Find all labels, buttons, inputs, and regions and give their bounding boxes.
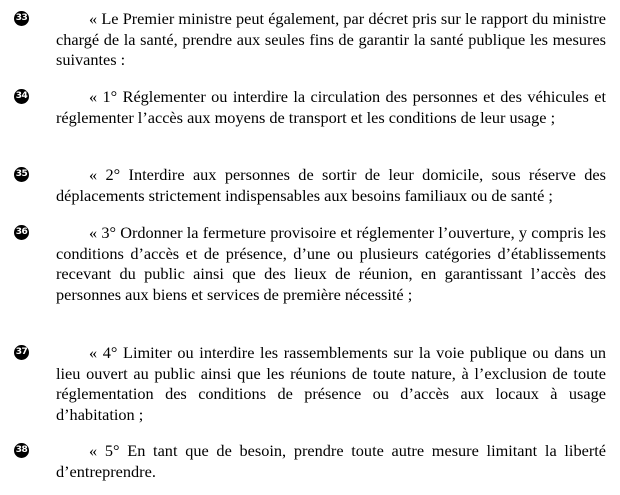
paragraph-number-badge: 36 (14, 225, 29, 240)
paragraph-text: « 3° Ordonner la fermeture provisoire et réglementer l’ouverture, y compris les conditions d’accès et de présence, d’une ou plusieurs catégories d’établissements recevant du public ainsi que des lieux de réunion, en garantissant l’accès des personnes aux biens et services de première nécessité ; (56, 223, 606, 304)
paragraph-number-badge: 38 (14, 443, 29, 458)
paragraph-text: « 1° Réglementer ou interdire la circulation des personnes et des véhicules et réglementer l’accès aux moyens de transport et les conditions de leur usage ; (56, 87, 606, 127)
paragraph-text: « 4° Limiter ou interdire les rassemblements sur la voie publique ou dans un lieu ouvert au public ainsi que les réunions de toute nature, à l’exclusion de toute réglementation des conditions de présence ou d’accès aux locaux à usage d’habitation ; (56, 343, 606, 424)
paragraph-number-badge: 37 (14, 345, 29, 360)
paragraph-number-badge: 33 (14, 11, 29, 26)
paragraph-number-badge: 35 (14, 167, 29, 182)
paragraph-number-badge: 34 (14, 89, 29, 104)
paragraph-text: « 2° Interdire aux personnes de sortir de leur domicile, sous réserve des déplacements strictement indispensables aux besoins familiaux ou de santé ; (56, 165, 606, 205)
paragraph-text: « 5° En tant que de besoin, prendre toute autre mesure limitant la liberté d’entreprendre. (56, 441, 606, 481)
paragraph-text: « Le Premier ministre peut également, par décret pris sur le rapport du ministre chargé de la santé, prendre aux seules fins de garantir la santé publique les mesures suivantes : (56, 9, 606, 69)
